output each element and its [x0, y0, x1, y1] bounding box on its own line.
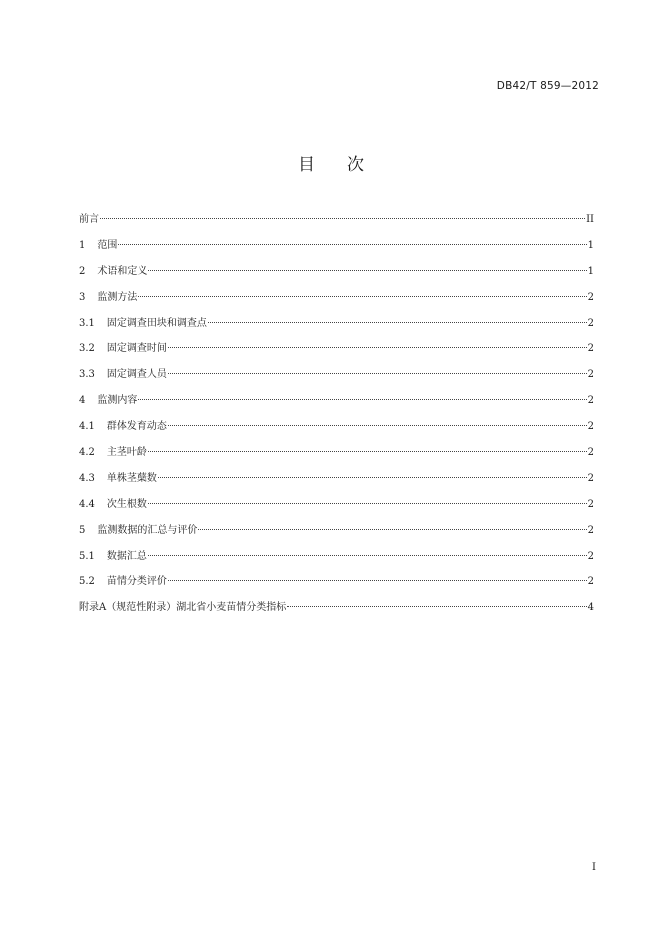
page-number: I	[592, 862, 596, 873]
toc-entry-page: 2	[587, 369, 594, 381]
toc-entry-label: 附录A（规范性附录）湖北省小麦苗情分类指标	[79, 602, 287, 614]
toc-entry-number: 3.1	[79, 317, 95, 329]
toc-entry-label: 4.1 群体发育动态	[79, 421, 167, 433]
toc-entry-label: 4 监测内容	[79, 395, 138, 407]
toc-entry-page: 2	[587, 498, 594, 510]
toc-entry-page: 2	[587, 447, 594, 459]
toc-entry-label: 5.2 苗情分类评价	[79, 576, 167, 588]
toc-entry-number: 3.2	[79, 343, 95, 355]
dot-leader	[148, 503, 587, 504]
toc-entry-page: 2	[587, 395, 594, 407]
toc-entry-page: 2	[587, 576, 594, 588]
dot-leader	[148, 451, 587, 452]
toc-entry-page: 1	[587, 239, 594, 251]
document-code: DB42/T 859—2012	[496, 80, 599, 92]
title-char-2: 次	[347, 155, 364, 175]
toc-entry-number: 3	[79, 291, 86, 303]
toc-entry-page: 2	[587, 550, 594, 562]
toc-entry[interactable]	[79, 550, 594, 576]
dot-leader	[118, 244, 586, 245]
toc-entry-page: 2	[587, 524, 594, 536]
toc-entry[interactable]	[79, 342, 594, 368]
toc-entry-number: 4	[79, 395, 86, 407]
dot-leader	[148, 270, 586, 271]
toc-entry[interactable]	[79, 446, 594, 472]
toc-entry[interactable]	[79, 575, 594, 601]
dot-leader	[168, 580, 587, 581]
toc-entry-label: 5 监测数据的汇总与评价	[79, 524, 198, 536]
toc-entry[interactable]	[79, 601, 594, 627]
toc-entry-label: 前言	[79, 214, 99, 225]
dot-leader	[168, 347, 587, 348]
toc-entry-number: 5.2	[79, 576, 95, 588]
toc-entry-page: 2	[587, 343, 594, 355]
toc-entry-label: 3.2 固定调查时间	[79, 343, 167, 355]
toc-entry[interactable]	[79, 239, 594, 265]
toc-entry-label: 4.2 主茎叶龄	[79, 447, 147, 459]
toc-entry-page: 1	[587, 265, 594, 277]
dot-leader	[208, 322, 587, 323]
toc-entry[interactable]	[79, 213, 594, 239]
toc-entry-label: 4.4 次生根数	[79, 498, 147, 510]
toc-entry-label: 3.3 固定调查人员	[79, 369, 167, 381]
toc-entry-label: 4.3 单株茎蘖数	[79, 472, 157, 484]
toc-entry[interactable]	[79, 291, 594, 317]
toc-entry[interactable]	[79, 472, 594, 498]
toc-entry-page: 2	[587, 421, 594, 433]
dot-leader	[138, 399, 586, 400]
dot-leader	[168, 373, 587, 374]
toc-entry-label: 5.1 数据汇总	[79, 550, 147, 562]
dot-leader	[287, 606, 586, 607]
toc-entry[interactable]	[79, 265, 594, 291]
dot-leader	[138, 296, 586, 297]
title-char-1: 目	[298, 155, 315, 175]
toc-entry-number: 4.4	[79, 498, 95, 510]
toc-entry-number: 4.1	[79, 421, 95, 433]
page-title	[0, 150, 662, 175]
toc-entry[interactable]	[79, 524, 594, 550]
toc-entry-page: 4	[587, 602, 594, 614]
toc-entry-label: 2 术语和定义	[79, 265, 148, 277]
toc-entry[interactable]	[79, 317, 594, 343]
toc-entry-page: II	[586, 214, 594, 225]
table-of-contents	[79, 213, 594, 627]
toc-entry[interactable]	[79, 368, 594, 394]
toc-entry-label: 3 监测方法	[79, 291, 138, 303]
dot-leader	[158, 477, 587, 478]
toc-entry-number: 5.1	[79, 550, 95, 562]
toc-entry-page: 2	[587, 472, 594, 484]
toc-entry[interactable]	[79, 420, 594, 446]
toc-entry-label: 3.1 固定调查田块和调查点	[79, 317, 207, 329]
dot-leader	[198, 529, 586, 530]
toc-entry-number: 2	[79, 265, 86, 277]
toc-entry-page: 2	[587, 291, 594, 303]
toc-entry[interactable]	[79, 498, 594, 524]
toc-entry-number: 5	[79, 524, 86, 536]
toc-entry-number: 4.3	[79, 472, 95, 484]
dot-leader	[168, 425, 587, 426]
toc-entry[interactable]	[79, 394, 594, 420]
toc-entry-number: 1	[79, 239, 86, 251]
toc-entry-number: 3.3	[79, 369, 95, 381]
toc-entry-label: 1 范围	[79, 239, 118, 251]
dot-leader	[100, 218, 585, 219]
dot-leader	[148, 555, 587, 556]
toc-entry-page: 2	[587, 317, 594, 329]
toc-entry-number: 4.2	[79, 447, 95, 459]
